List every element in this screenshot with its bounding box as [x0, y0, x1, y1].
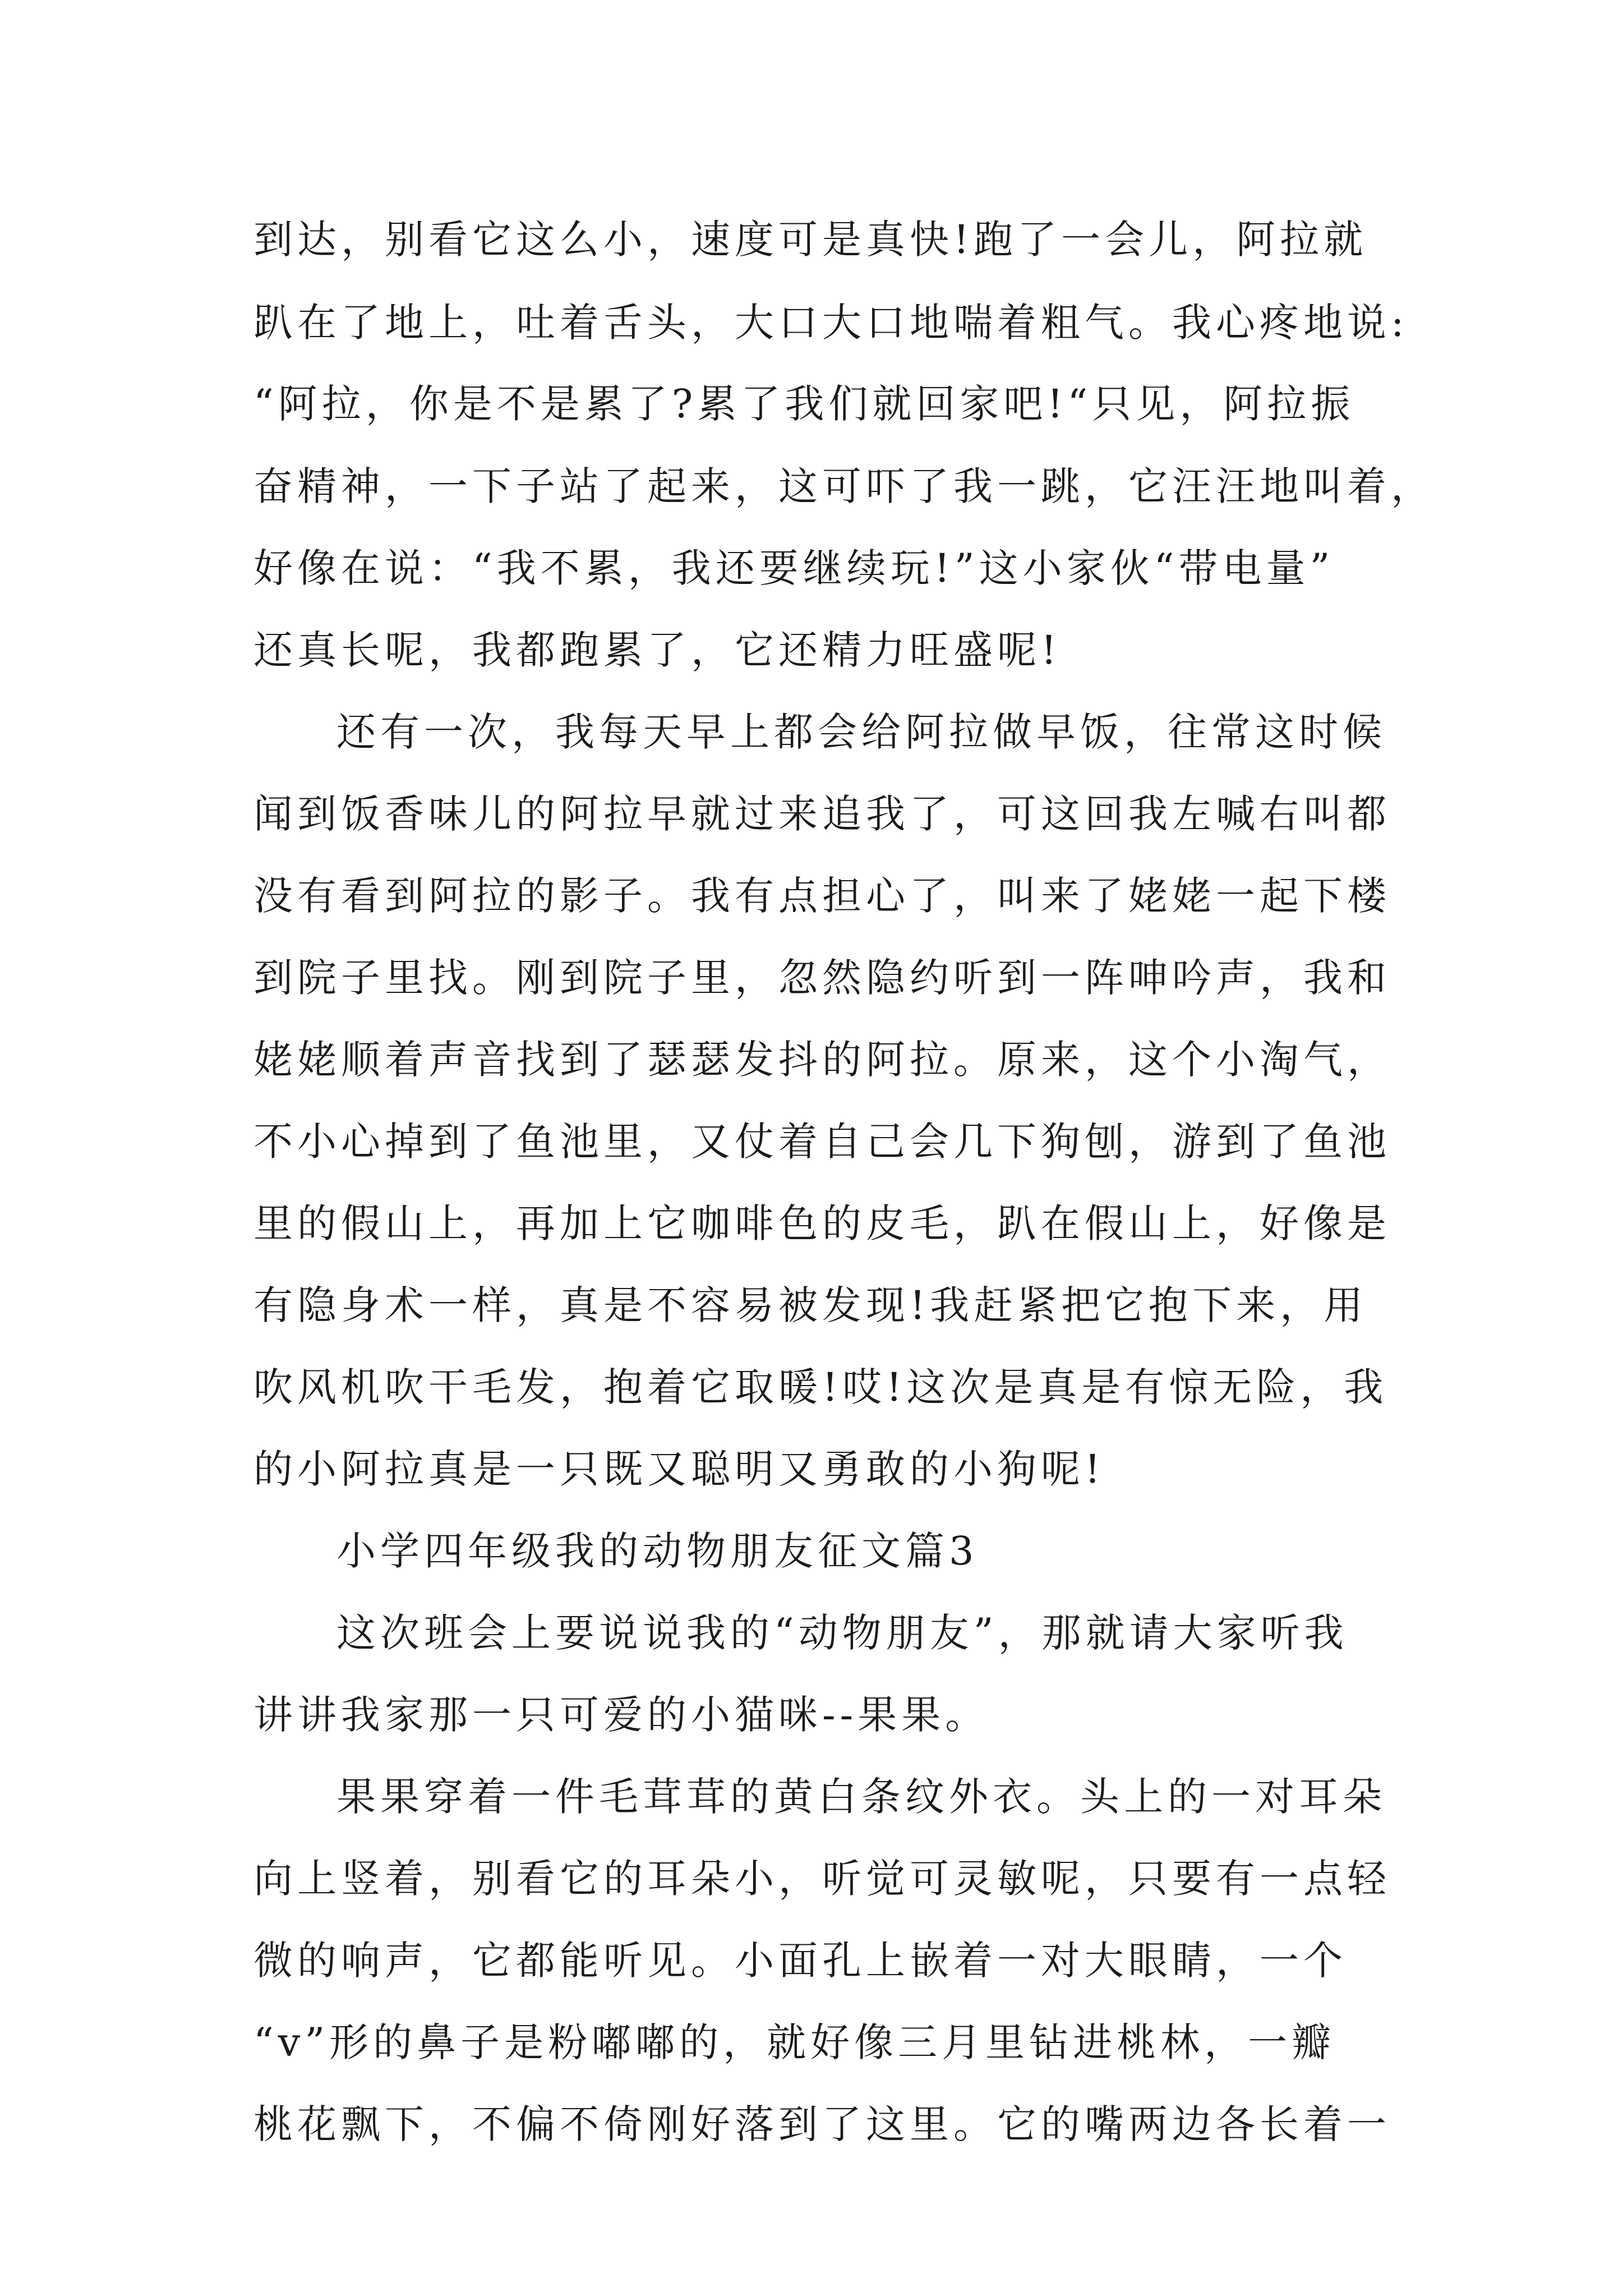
- text-line: 到达，别看它这么小，速度可是真快!跑了一会儿，阿拉就: [253, 217, 1368, 263]
- text-line: 没有看到阿拉的影子。我有点担心了，叫来了姥姥一起下楼: [253, 873, 1391, 919]
- text-line: 好像在说：“我不累，我还要继续玩!”这小家伙“带电量”: [253, 545, 1335, 591]
- text-line: 微的响声，它都能听见。小面孔上嵌着一对大眼睛，一个: [253, 1938, 1347, 1984]
- text-line: “v”形的鼻子是粉嘟嘟的，就好像三月里钻进桃林，一瓣: [253, 2019, 1336, 2065]
- text-line: 还真长呢，我都跑累了，它还精力旺盛呢!: [253, 627, 1062, 673]
- text-line: 吹风机吹干毛发，抱着它取暖!哎!这次是真是有惊无险，我: [253, 1364, 1388, 1410]
- text-line: 闻到饭香味儿的阿拉早就过来追我了，可这回我左喊右叫都: [253, 791, 1391, 837]
- text-line: 奋精神，一下子站了起来，这可吓了我一跳，它汪汪地叫着，: [253, 463, 1435, 509]
- paragraph-first-line: 还有一次，我每天早上都会给阿拉做早饭，往常这时候: [336, 709, 1386, 755]
- paragraph-first-line: 果果穿着一件毛茸茸的黄白条纹外衣。头上的一对耳朵: [336, 1774, 1386, 1820]
- text-line: 里的假山上，再加上它咖啡色的皮毛，趴在假山上，好像是: [253, 1200, 1391, 1246]
- text-line: 趴在了地上，吐着舌头，大口大口地喘着粗气。我心疼地说:: [253, 300, 1409, 346]
- text-line: 桃花飘下，不偏不倚刚好落到了这里。它的嘴两边各长着一: [253, 2101, 1391, 2147]
- section-heading: 小学四年级我的动物朋友征文篇3: [336, 1528, 979, 1574]
- text-line: 有隐身术一样，真是不容易被发现!我赶紧把它抱下来，用: [253, 1282, 1368, 1328]
- text-line: “阿拉，你是不是累了?累了我们就回家吧!“只见，阿拉振: [253, 381, 1355, 427]
- paragraph-first-line: 这次班会上要说说我的“动物朋友”，那就请大家听我: [336, 1610, 1348, 1656]
- text-line: 讲讲我家那一只可爱的小猫咪--果果。: [253, 1692, 989, 1738]
- text-line: 到院子里找。刚到院子里，忽然隐约听到一阵呻吟声，我和: [253, 955, 1391, 1001]
- text-line: 的小阿拉真是一只既又聪明又勇敢的小狗呢!: [253, 1446, 1105, 1492]
- text-line: 不小心掉到了鱼池里，又仗着自己会几下狗刨，游到了鱼池: [253, 1119, 1391, 1165]
- text-line: 向上竖着，别看它的耳朵小，听觉可灵敏呢，只要有一点轻: [253, 1856, 1391, 1902]
- text-line: 姥姥顺着声音找到了瑟瑟发抖的阿拉。原来，这个小淘气，: [253, 1037, 1391, 1083]
